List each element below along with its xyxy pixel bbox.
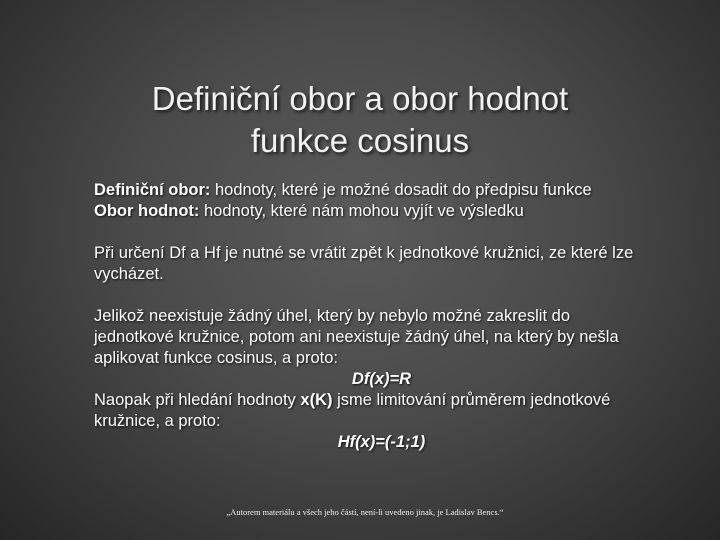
title-line-1: Definiční obor a obor hodnot (151, 80, 569, 117)
range-text: hodnoty, které nám mohou vyjít ve výsledku (199, 202, 524, 220)
paragraph-range-after: jsme limitování průměrem jednotkové kružnice, a proto: (94, 391, 611, 430)
paragraph-range (94, 390, 634, 432)
paragraph-angles: Jelikož neexistuje žádný úhel, který by nebylo možné zakreslit do jednotkové kružnice, potom ani neexistuje žádný úhel, na který by nešla aplikovat funkce cosinus, a proto: (94, 307, 619, 367)
spacer (94, 285, 634, 306)
domain-text: hodnoty, které je možné dosadit do předpisu funkce (210, 181, 592, 199)
domain-label: Definiční obor: (94, 181, 211, 199)
spacer (94, 222, 634, 243)
title-line-2: funkce cosinus (250, 122, 470, 159)
paragraph-unit-circle: Při určení Df a Hf je nutné se vrátit zpět k jednotkové kružnici, ze které lze vycházet. (94, 244, 634, 283)
slide-title (80, 78, 640, 162)
paragraph-range-before: Naopak při hledání hodnoty (94, 391, 301, 409)
range-label: Obor hodnot: (94, 202, 200, 220)
paragraph-range-bold: x(K) (300, 391, 333, 409)
author-footer: „Autorem materiálu a všech jeho částí, není-li uvedeno jinak, je Ladislav Bencs.“ (226, 507, 504, 517)
formula-domain: Df(x)=R (351, 370, 412, 388)
formula-range: Hf(x)=(-1;1) (337, 433, 426, 451)
slide-content (94, 180, 634, 453)
domain-definition (94, 180, 634, 201)
range-definition (94, 201, 634, 222)
